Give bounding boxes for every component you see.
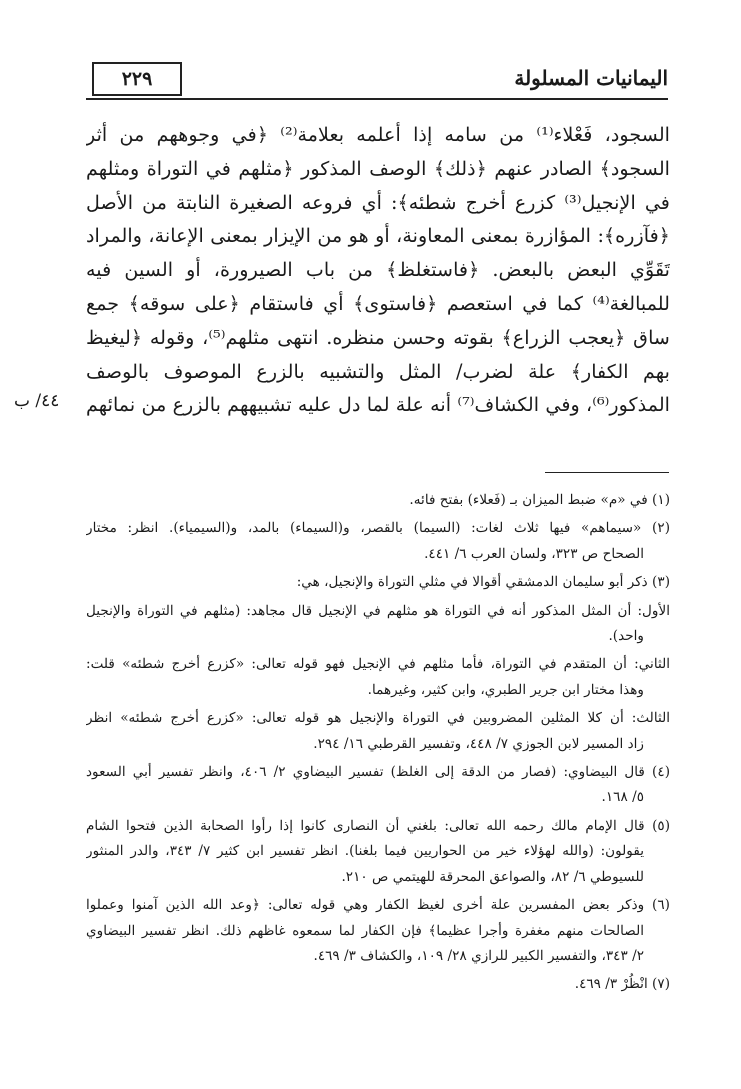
footnote-line: الثاني: أن المتقدم في التوراة، فأما مثلهم في الإنجيل فهو قوله تعالى: «كزرع أخرج شطئه» قلت: [86, 656, 670, 673]
main-text-line: ﴿فآزره﴾: المؤازرة بمعنى المعاونة، أو هو من الإيزار بمعنى الإعانة، والمراد [86, 224, 670, 248]
footnote-6 [86, 893, 670, 969]
main-text-line: للمبالغة⁽⁴⁾ كما في استعصم ﴿فاستوى﴾ أي فاستقام ﴿على سوقه﴾ جمع [86, 291, 670, 315]
main-text-line: السجود﴾ الصادر عنهم ﴿ذلك﴾ الوصف المذكور ﴿مثلهم في التوراة ومثلهم [86, 156, 670, 180]
main-text-line: في الإنجيل⁽³⁾ كزرع أخرج شطئه﴾: أي فروعه الصغيرة النابتة من الأصل [86, 190, 670, 214]
footnote-line: (٢) «سيماهم» فيها ثلاث لغات: (السيما) بالقصر، و(السيماء) بالمد، و(السيمياء). انظر: مختار [86, 520, 670, 537]
footnote-line: (٣) ذكر أبو سليمان الدمشقي أقوالا في مثلي التوراة والإنجيل، هي: [296, 574, 670, 591]
footnote-line: (٧) انْظُرْ ٣/ ٤٦٩. [574, 976, 670, 993]
footnote-3-second [86, 652, 670, 703]
main-text [86, 118, 670, 422]
footnote-line: زاد المسير لابن الجوزي ٧/ ٤٤٨، وتفسير القرطبي ١٦/ ٢٩٤. [313, 735, 644, 752]
footnote-7 [86, 972, 670, 997]
footnote-2 [86, 516, 670, 567]
footnote-line: الأول: أن المثل المذكور أنه في التوراة هو مثلهم في الإنجيل قال مجاهد: (مثلهم في التوراة والإنجيل [86, 602, 670, 619]
footnote-line: (٦) وذكر بعض المفسرين علة أخرى لغيظ الكفار وهي قوله تعالى: ﴿وعد الله الذين آمنوا وعملوا [86, 897, 670, 914]
main-text-line: ساق ﴿يعجب الزراع﴾ بقوته وحسن منظره. انتهى مثلهم⁽⁵⁾، وقوله ﴿ليغيظ [86, 325, 670, 349]
main-text-line: تَقَوِّي البعض بالبعض. ﴿فاستغلظ﴾ من باب الصيرورة، أو السين فيه [86, 258, 670, 282]
footnote-line: وهذا مختار ابن جرير الطبري، وابن كثير، وغيرهما. [367, 681, 644, 698]
footnotes [86, 488, 670, 1001]
footnote-3-first [86, 599, 670, 650]
header-rule [86, 98, 668, 100]
footnote-1 [86, 488, 670, 513]
footnote-line: (٥) قال الإمام مالك رحمه الله تعالى: بلغني أن النصارى كانوا إذا رأوا الصحابة الذين فتحوا الشام [86, 817, 670, 834]
footnote-line: واحد). [608, 628, 644, 645]
page-number: ٢٢٩ [92, 62, 182, 96]
footnote-4 [86, 760, 670, 811]
running-title: اليمانيات المسلولة [514, 66, 668, 90]
main-text-line: المذكور⁽⁶⁾، وفي الكشاف⁽⁷⁾ أنه علة لما دل عليه تشبيههم بالزرع من نمائهم [86, 393, 670, 417]
footnote-line: الصالحات منهم مغفرة وأجرا عظيما﴾ فإن الكفار لما سمعوه غاظهم ذلك. انظر تفسير البيضاوي [86, 922, 644, 939]
footnote-line: ٥/ ١٦٨. [601, 789, 644, 806]
footnote-line: ٢/ ٣٤٣، والتفسير الكبير للرازي ٢٨/ ١٠٩، والكشاف ٣/ ٤٦٩. [313, 947, 644, 964]
footnote-line: الثالث: أن كلا المثلين المضروبين في التوراة والإنجيل هو قوله تعالى: «كزرع أخرج شطئه» انظر [86, 710, 670, 727]
footnote-line: (١) في «م» ضبط الميزان بـ (فَعلاء) بفتح فائه. [409, 492, 670, 508]
margin-folio-note: ٤٤/ ب [14, 391, 60, 411]
footnote-3 [86, 570, 670, 595]
footnote-line: (٤) قال البيضاوي: (فصار من الدقة إلى الغلظ) تفسير البيضاوي ٢/ ٤٠٦، وانظر تفسير أبي السعود [86, 764, 670, 781]
footnote-line: الصحاح ص ٣٢٣، ولسان العرب ٦/ ٤٤١. [424, 545, 644, 562]
main-text-line: السجود، فَعْلاء⁽¹⁾ من سامه إذا أعلمه بعلامة⁽²⁾ ﴿في وجوههم من أثر [86, 123, 670, 146]
footnote-separator [545, 472, 669, 473]
footnote-3-third [86, 706, 670, 757]
footnote-5 [86, 814, 670, 890]
page-header [86, 60, 668, 100]
main-text-line: بهم الكفار﴾ علة لضرب/ المثل والتشبيه بالزرع الموصوف بالوصف [86, 359, 670, 383]
footnote-line: يقولون: (والله لهؤلاء خير من الحواريين فيما بلغنا). انظر تفسير ابن كثير ٧/ ٣٤٣، والدر المنثور [86, 843, 644, 860]
footnote-line: للسيوطي ٦/ ٨٢، والصواعق المحرقة للهيتمي ص ٢١٠. [341, 868, 644, 885]
